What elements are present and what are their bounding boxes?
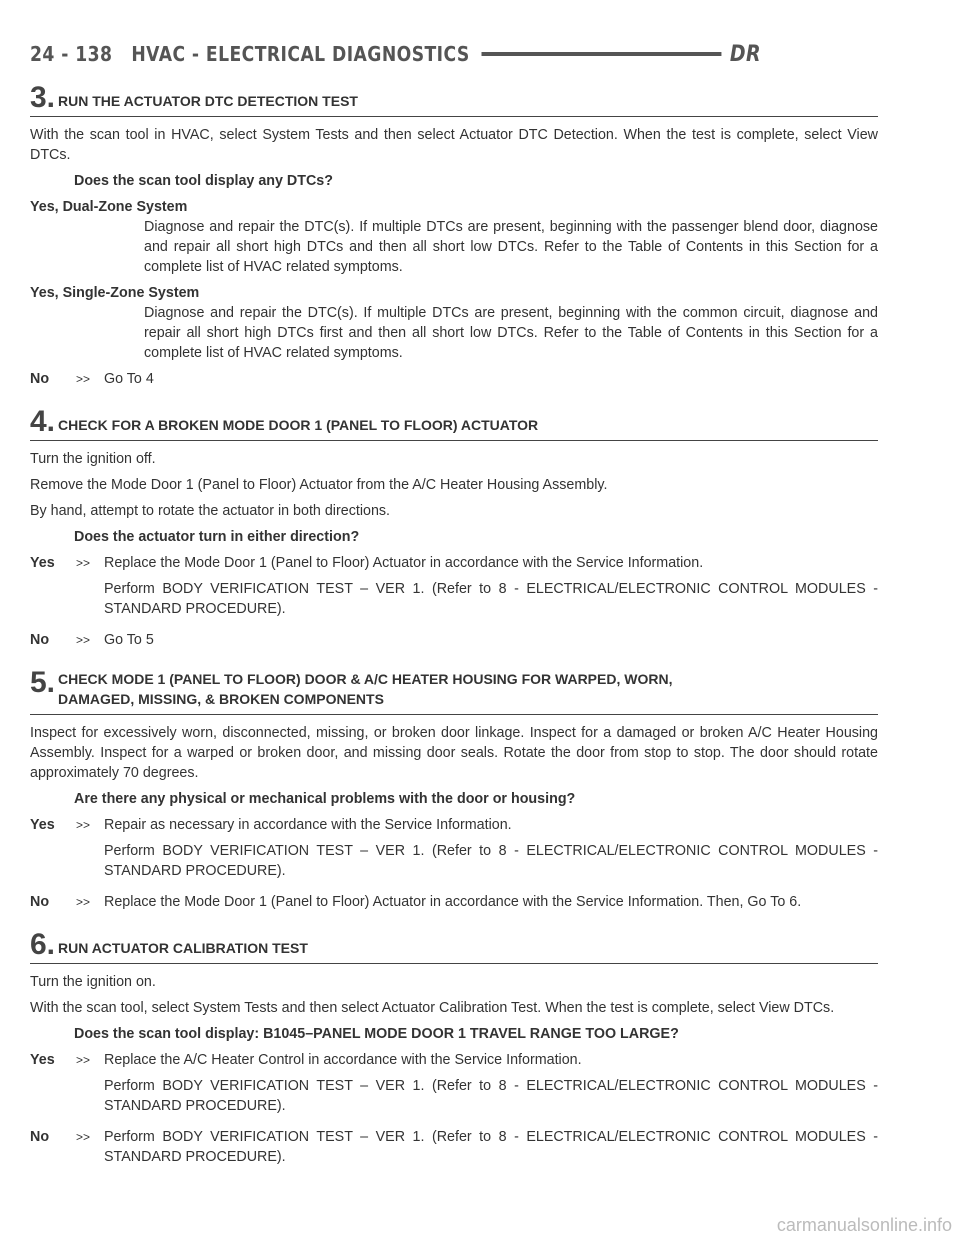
answer-label: Yes bbox=[30, 555, 55, 571]
answer-no bbox=[30, 369, 878, 389]
answer-line: Repair as necessary in accordance with the Service Information. bbox=[104, 817, 512, 833]
step-number: 6. bbox=[30, 928, 56, 961]
step-3 bbox=[30, 81, 878, 389]
step-question: Are there any physical or mechanical problems with the door or housing? bbox=[74, 791, 576, 807]
answer-label: Yes bbox=[30, 817, 55, 833]
answer-no bbox=[30, 630, 878, 650]
step-question: Does the actuator turn in either direction? bbox=[74, 529, 360, 545]
answer-arrow: >> bbox=[76, 633, 91, 647]
answer-yes-dual bbox=[30, 197, 878, 277]
step-title: RUN THE ACTUATOR DTC DETECTION TEST bbox=[58, 93, 358, 109]
answer-line: Perform BODY VERIFICATION TEST – VER 1. (Refer to 8 - ELECTRICAL/ELECTRONIC CONTROL MODULES - STANDARD PROCEDURE). bbox=[104, 843, 878, 879]
answer-text bbox=[104, 553, 878, 625]
answer-label: No bbox=[30, 371, 50, 387]
answer-yes-single bbox=[30, 283, 878, 363]
answer-label: Yes, Dual-Zone System bbox=[30, 199, 188, 215]
answer-arrow: >> bbox=[76, 895, 91, 909]
step-title: RUN ACTUATOR CALIBRATION TEST bbox=[58, 940, 308, 956]
answer-label: No bbox=[30, 632, 50, 648]
step-question: Does the scan tool display any DTCs? bbox=[74, 173, 333, 189]
step-body: Turn the ignition off. bbox=[30, 451, 156, 467]
answer-text: Go To 5 bbox=[104, 632, 154, 648]
page-header bbox=[30, 34, 761, 74]
step-body: Remove the Mode Door 1 (Panel to Floor) Actuator from the A/C Heater Housing Assembly. bbox=[30, 477, 608, 493]
step-title bbox=[58, 669, 672, 710]
answer-arrow: >> bbox=[76, 1053, 91, 1067]
answer-yes bbox=[30, 553, 878, 625]
step-3-heading bbox=[30, 81, 878, 117]
step-question: Does the scan tool display: B1045–PANEL MODE DOOR 1 TRAVEL RANGE TOO LARGE? bbox=[74, 1026, 679, 1042]
step-title: CHECK FOR A BROKEN MODE DOOR 1 (PANEL TO FLOOR) ACTUATOR bbox=[58, 417, 539, 433]
answer-label: No bbox=[30, 1129, 50, 1145]
step-body: Inspect for excessively worn, disconnected, missing, or broken door linkage. Inspect for a damaged or broken A/C Heater Housing Assembly. Inspect for a warped or broken door, and missing door seals. Rotate the door from stop to stop. The door should rotate approximately 70 degrees. bbox=[30, 725, 878, 781]
answer-yes bbox=[30, 1050, 878, 1122]
answer-line: Replace the A/C Heater Control in accordance with the Service Information. bbox=[104, 1052, 582, 1068]
answer-arrow: >> bbox=[76, 556, 91, 570]
step-4-heading bbox=[30, 405, 878, 441]
step-title-line: CHECK MODE 1 (PANEL TO FLOOR) DOOR & A/C HEATER HOUSING FOR WARPED, WORN, bbox=[58, 671, 673, 687]
answer-no bbox=[30, 1127, 878, 1167]
step-number: 4. bbox=[30, 405, 56, 438]
step-number: 5. bbox=[30, 666, 56, 699]
answer-label: Yes bbox=[30, 1052, 55, 1068]
answer-text: Perform BODY VERIFICATION TEST – VER 1. (Refer to 8 - ELECTRICAL/ELECTRONIC CONTROL MODULES - STANDARD PROCEDURE). bbox=[104, 1129, 878, 1165]
answer-line: Replace the Mode Door 1 (Panel to Floor) Actuator in accordance with the Service Information. bbox=[104, 555, 704, 571]
watermark-link[interactable]: carmanualsonline.info bbox=[776, 1215, 952, 1235]
answer-text bbox=[104, 815, 878, 887]
step-5 bbox=[30, 666, 878, 912]
answer-yes bbox=[30, 815, 878, 887]
step-6-heading bbox=[30, 928, 878, 964]
answer-arrow: >> bbox=[76, 818, 91, 832]
step-body: Turn the ignition on. bbox=[30, 974, 156, 990]
model-logo: DR bbox=[729, 41, 761, 67]
answer-text: Diagnose and repair the DTC(s). If multiple DTCs are present, beginning with the passenger blend door, diagnose and repair all short high DTCs and then all short low DTCs. Refer to the Table of Contents in this Section for a complete list of HVAC related symptoms. bbox=[144, 219, 878, 275]
step-body: By hand, attempt to rotate the actuator in both directions. bbox=[30, 503, 391, 519]
step-body: With the scan tool, select System Tests and then select Actuator Calibration Test. When the test is complete, select View DTCs. bbox=[30, 1000, 835, 1016]
answer-no bbox=[30, 892, 878, 912]
page-content bbox=[30, 80, 878, 1172]
answer-arrow: >> bbox=[76, 1130, 91, 1144]
answer-line: Perform BODY VERIFICATION TEST – VER 1. (Refer to 8 - ELECTRICAL/ELECTRONIC CONTROL MODULES - STANDARD PROCEDURE). bbox=[104, 581, 878, 617]
answer-text: Replace the Mode Door 1 (Panel to Floor) Actuator in accordance with the Service Information. Then, Go To 6. bbox=[104, 894, 802, 910]
step-number: 3. bbox=[30, 81, 56, 114]
page-number: 24 - 138 bbox=[30, 42, 113, 66]
step-body: With the scan tool in HVAC, select System Tests and then select Actuator DTC Detection. When the test is complete, select View DTCs. bbox=[30, 127, 878, 163]
answer-text bbox=[104, 1050, 878, 1122]
answer-label: Yes, Single-Zone System bbox=[30, 285, 200, 301]
step-4 bbox=[30, 405, 878, 650]
section-title: HVAC - ELECTRICAL DIAGNOSTICS bbox=[131, 42, 470, 66]
answer-text: Go To 4 bbox=[104, 371, 154, 387]
answer-line: Perform BODY VERIFICATION TEST – VER 1. (Refer to 8 - ELECTRICAL/ELECTRONIC CONTROL MODULES - STANDARD PROCEDURE). bbox=[104, 1078, 878, 1114]
answer-arrow: >> bbox=[76, 372, 91, 386]
step-title-line: DAMAGED, MISSING, & BROKEN COMPONENTS bbox=[58, 691, 384, 707]
step-6 bbox=[30, 928, 878, 1167]
answer-text: Diagnose and repair the DTC(s). If multiple DTCs are present, beginning with the common circuit, diagnose and repair all short high DTCs first and then all short low DTCs. Refer to the Table of Contents in this Section for a complete list of HVAC related symptoms. bbox=[144, 305, 878, 361]
header-rule bbox=[482, 52, 722, 56]
step-5-heading bbox=[30, 666, 878, 715]
answer-label: No bbox=[30, 894, 50, 910]
